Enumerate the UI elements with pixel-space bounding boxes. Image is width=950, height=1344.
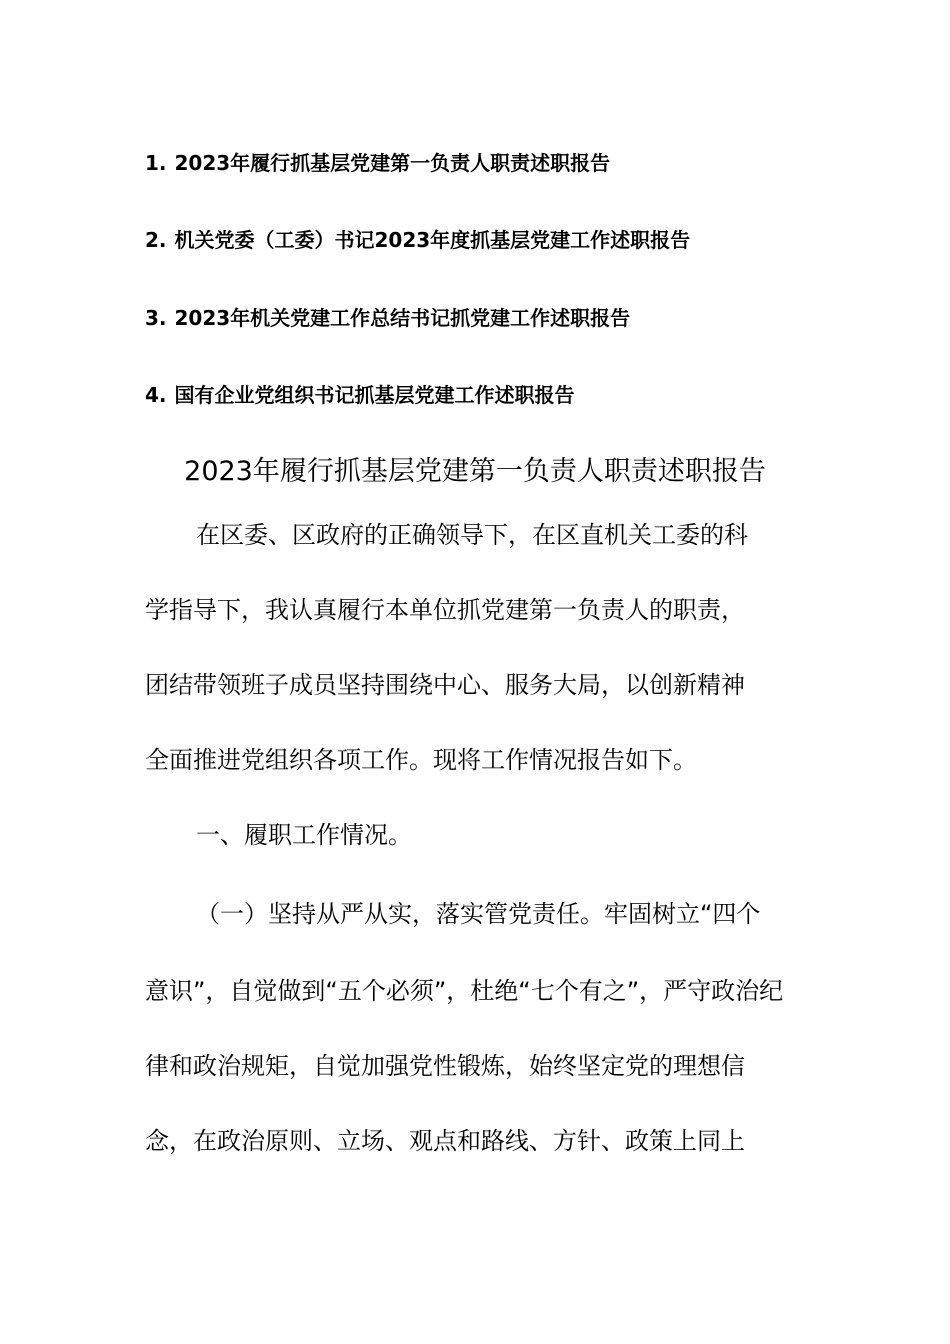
toc-item-4 — [145, 382, 575, 408]
toc-number: 3. — [145, 306, 167, 330]
section-heading: 一、履职工作情况。 — [196, 821, 412, 849]
body-line: （一）坚持从严从实，落实管党责任。牢固树立“四个 — [196, 900, 761, 928]
document-title: 2023年履行抓基层党建第一负责人职责述职报告 — [184, 456, 766, 487]
toc-text: 2023年机关党建工作总结书记抓党建工作述职报告 — [174, 306, 631, 330]
body-line: 律和政治规矩，自觉加强党性锻炼，始终坚定党的理想信 — [145, 1052, 745, 1080]
toc-item-2 — [145, 227, 690, 253]
toc-item-1 — [145, 150, 610, 176]
body-line: 团结带领班子成员坚持围绕中心、服务大局，以创新精神 — [145, 671, 745, 699]
body-line: 意识”，自觉做到“五个必须”，杜绝“七个有之”，严守政治纪 — [145, 977, 784, 1005]
body-line: 全面推进党组织各项工作。现将工作情况报告如下。 — [145, 746, 697, 774]
toc-item-3 — [145, 305, 630, 331]
body-line: 念，在政治原则、立场、观点和路线、方针、政策上同上 — [145, 1127, 745, 1155]
toc-number: 1. — [145, 151, 167, 175]
toc-text: 国有企业党组织书记抓基层党建工作述职报告 — [174, 383, 575, 407]
toc-number: 2. — [145, 228, 167, 252]
toc-text: 机关党委（工委）书记2023年度抓基层党建工作述职报告 — [174, 228, 691, 252]
body-line: 学指导下，我认真履行本单位抓党建第一负责人的职责， — [145, 596, 745, 624]
toc-text: 2023年履行抓基层党建第一负责人职责述职报告 — [174, 151, 611, 175]
body-line: 在区委、区政府的正确领导下，在区直机关工委的科 — [196, 521, 748, 549]
toc-number: 4. — [145, 383, 167, 407]
